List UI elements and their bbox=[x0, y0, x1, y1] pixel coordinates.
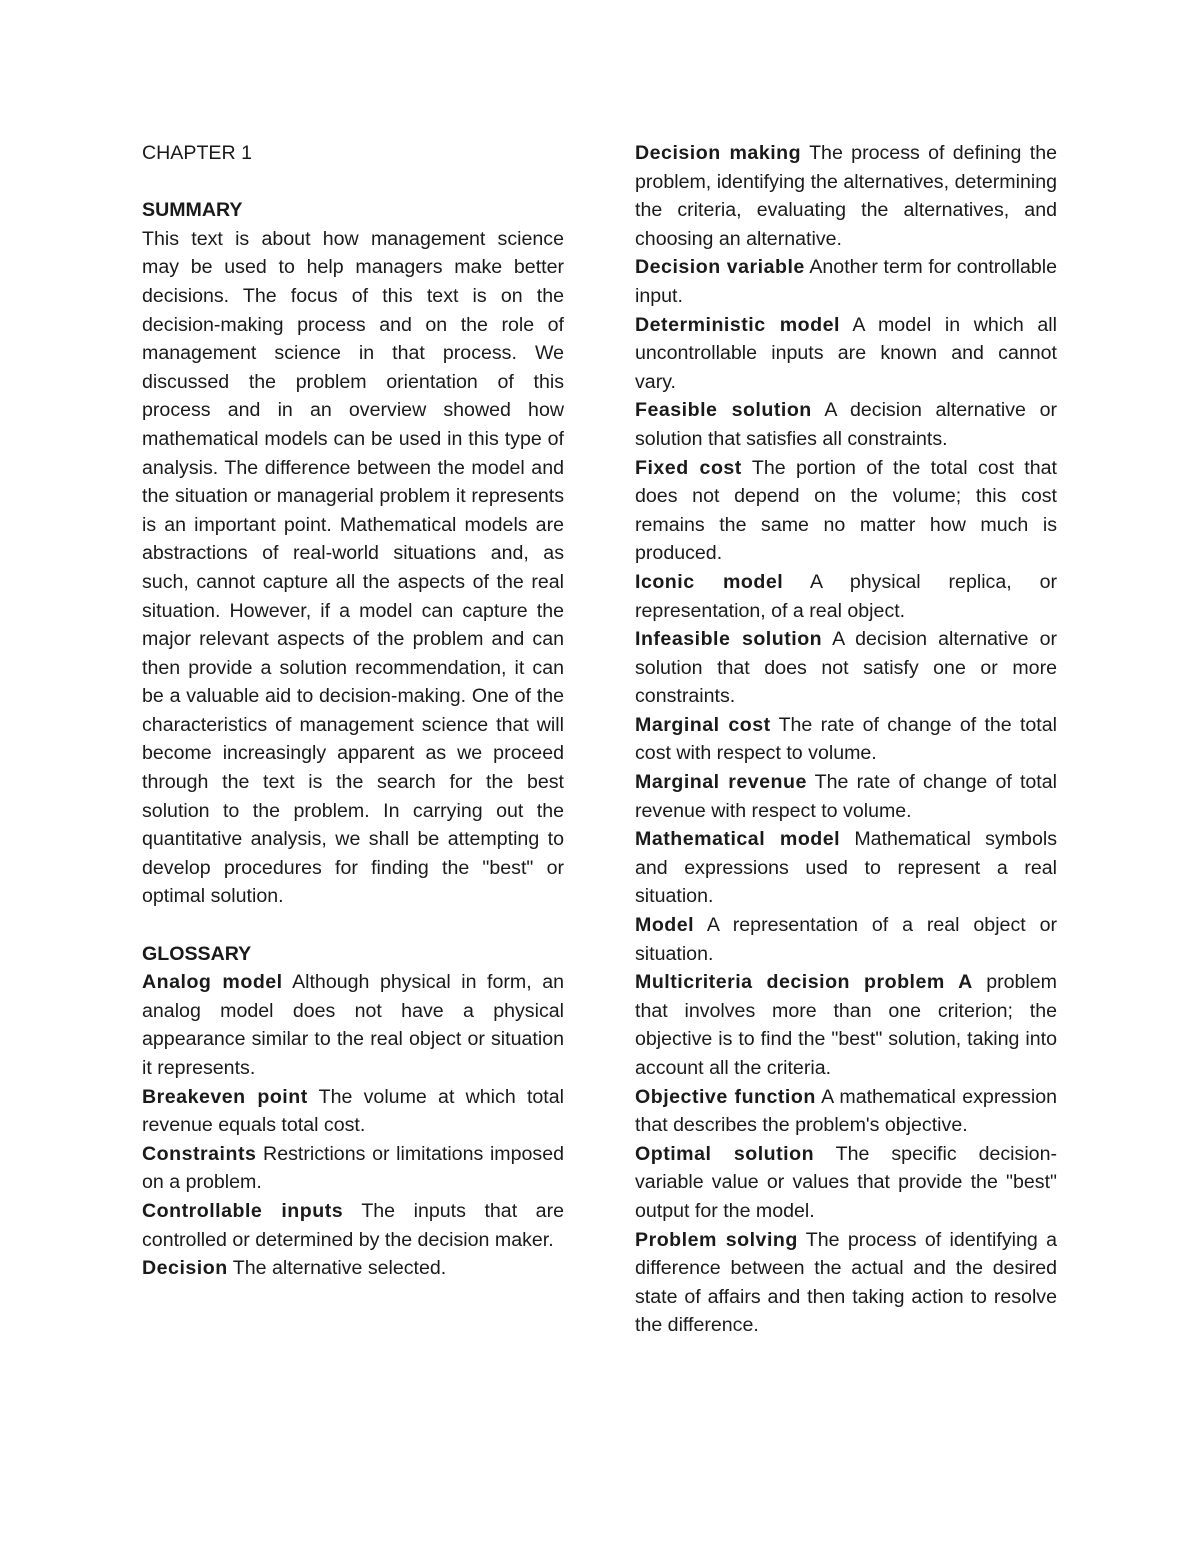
glossary-term: Objective function bbox=[635, 1085, 816, 1108]
glossary-entry bbox=[635, 1226, 1057, 1340]
glossary-entry bbox=[635, 911, 1057, 968]
summary-heading: SUMMARY bbox=[142, 199, 243, 222]
glossary-entry bbox=[635, 139, 1057, 253]
glossary-entry bbox=[142, 1140, 564, 1197]
glossary-term: Breakeven point bbox=[142, 1085, 308, 1108]
glossary-definition: A representation of a real object or situation. bbox=[635, 914, 1057, 965]
glossary-term: Decision making bbox=[635, 142, 802, 164]
glossary-definition: The rate of change of the total cost with respect to volume. bbox=[635, 713, 1057, 765]
glossary-entry bbox=[635, 711, 1057, 768]
glossary-definition: A mathematical expression that describes the problem's objective. bbox=[635, 1085, 1057, 1137]
summary-paragraph: This text is about how management science may be used to help managers make better decisions. The focus of this text is on the decision-making process and on the role of management science in that process. We discussed the problem orientation of this process and in an overview showed how mathematical models can be used in this type of analysis. The difference between the model and the situation or managerial problem it represents is an important point. Mathematical models are abstractions of real-world situations and, as such, cannot capture all the aspects of the real situation. However, if a model can capture the major relevant aspects of the problem and can then provide a solution recommendation, it can be a valuable aid to decision-making. One of the characteristics of management science that will become increasingly apparent as we proceed through the text is the search for the best solution to the problem. In carrying out the quantitative analysis, we shall be attempting to develop procedures for finding the "best" or optimal solution. bbox=[142, 227, 564, 908]
glossary-term: Model bbox=[635, 914, 695, 937]
glossary-term: Analog model bbox=[142, 971, 283, 994]
glossary-entry bbox=[142, 1083, 564, 1140]
glossary-term: Constraints bbox=[142, 1142, 257, 1165]
glossary-definition: A decision alternative or solution that satisfies all constraints. bbox=[635, 399, 1057, 450]
glossary-entry bbox=[142, 968, 564, 1082]
spacer bbox=[142, 911, 564, 940]
glossary-definition: problem that involves more than one criterion; the objective is to find the "best" solution, taking into account all the criteria. bbox=[635, 971, 1057, 1079]
glossary-definition: The portion of the total cost that does not depend on the volume; this cost remains the same no matter how much is produced. bbox=[635, 456, 1057, 565]
glossary-definition: Mathematical symbols and expressions used to represent a real situation. bbox=[635, 828, 1057, 908]
glossary-term: Feasible solution bbox=[635, 399, 812, 422]
glossary-entry bbox=[635, 968, 1057, 1082]
glossary-term: Deterministic model bbox=[635, 313, 840, 336]
glossary-term: Marginal cost bbox=[635, 713, 771, 736]
glossary-term: Controllable inputs bbox=[142, 1199, 344, 1222]
glossary-definition: Although physical in form, an analog model does not have a physical appearance similar to the real object or situation it represents. bbox=[142, 971, 564, 1079]
glossary-entry bbox=[635, 253, 1057, 310]
glossary-definition: A physical replica, or representation, of a real object. bbox=[635, 570, 1057, 622]
chapter-title: CHAPTER 1 bbox=[142, 142, 252, 164]
glossary-entry bbox=[635, 396, 1057, 453]
glossary-entry bbox=[635, 1140, 1057, 1226]
glossary-entry bbox=[635, 625, 1057, 711]
glossary-term: Decision bbox=[142, 1257, 228, 1280]
glossary-term: Iconic model bbox=[635, 570, 784, 593]
glossary-term: Infeasible solution bbox=[635, 628, 823, 651]
glossary-definition: The inputs that are controlled or determined by the decision maker. bbox=[142, 1199, 564, 1251]
glossary-term: Fixed cost bbox=[635, 456, 742, 479]
glossary-definition: Restrictions or limitations imposed on a problem. bbox=[142, 1142, 564, 1194]
glossary-entry bbox=[142, 1254, 564, 1283]
glossary-entry bbox=[635, 454, 1057, 568]
glossary-definition: The specific decision-variable value or values that provide the "best" output for the model. bbox=[635, 1142, 1057, 1222]
left-column bbox=[142, 139, 564, 1283]
spacer bbox=[142, 168, 564, 197]
glossary-entry bbox=[635, 568, 1057, 625]
glossary-entry bbox=[635, 768, 1057, 825]
glossary-heading: GLOSSARY bbox=[142, 942, 252, 965]
glossary-term: Optimal solution bbox=[635, 1142, 815, 1165]
glossary-term: Multicriteria decision problem A bbox=[635, 971, 973, 994]
glossary-definition: The process of defining the problem, identifying the alternatives, determining the criteria, evaluating the alternatives, and choosing an alternative. bbox=[635, 142, 1057, 250]
glossary-entry bbox=[635, 825, 1057, 911]
glossary-entry bbox=[635, 311, 1057, 397]
glossary-definition: A decision alternative or solution that does not satisfy one or more constraints. bbox=[635, 628, 1057, 708]
glossary-term: Decision variable bbox=[635, 256, 805, 279]
glossary-definition: The volume at which total revenue equals total cost. bbox=[142, 1085, 564, 1137]
glossary-definition: Another term for controllable input. bbox=[635, 256, 1057, 307]
glossary-term: Mathematical model bbox=[635, 828, 841, 851]
glossary-entry bbox=[635, 1083, 1057, 1140]
glossary-definition: The rate of change of total revenue with respect to volume. bbox=[635, 771, 1057, 822]
glossary-entry bbox=[142, 1197, 564, 1254]
glossary-definition: The process of identifying a difference between the actual and the desired state of affairs and then taking action to resolve the difference. bbox=[635, 1228, 1057, 1337]
glossary-definition: The alternative selected. bbox=[227, 1257, 447, 1280]
glossary-term: Problem solving bbox=[635, 1228, 798, 1251]
glossary-definition: A model in which all uncontrollable inputs are known and cannot vary. bbox=[635, 313, 1057, 393]
glossary-term: Marginal revenue bbox=[635, 771, 807, 794]
right-column bbox=[635, 139, 1057, 1340]
